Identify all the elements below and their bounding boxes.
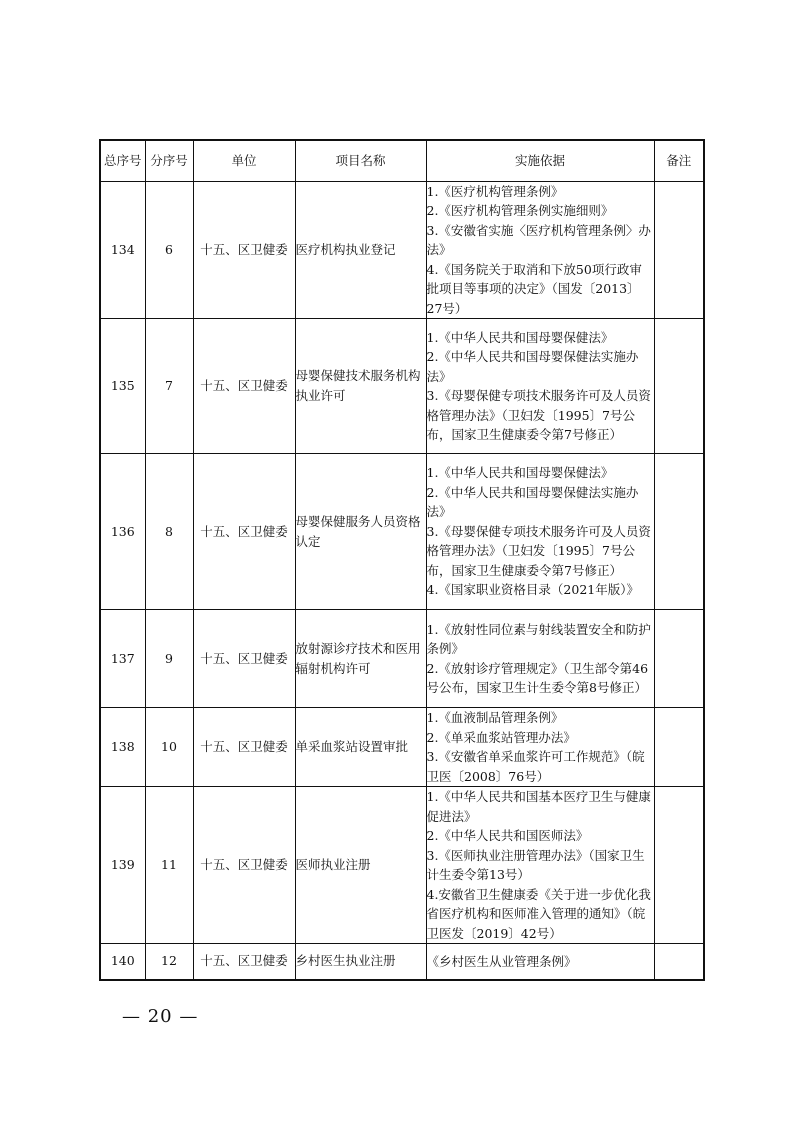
cell-project-name: 母婴保健服务人员资格认定 — [295, 454, 426, 610]
table-row — [100, 944, 704, 980]
basis-item: 2.《单采血浆站管理办法》 — [426, 729, 576, 745]
cell-total-seq: 140 — [100, 944, 145, 980]
cell-unit: 十五、区卫健委 — [193, 181, 295, 319]
basis-item: 3.《母婴保健专项技术服务许可及人员资格管理办法》（卫妇发〔1995〕7号公布，国家卫生健康委令第7号修正） — [426, 523, 651, 578]
table-row — [100, 610, 704, 708]
header-basis: 实施依据 — [426, 140, 654, 181]
basis-item: 3.《安徽省实施〈医疗机构管理条例〉办法》 — [426, 222, 651, 257]
header-sub-seq: 分序号 — [145, 140, 193, 181]
basis-item: 4.《国务院关于取消和下放50项行政审批项目等事项的决定》（国发〔2013〕27号） — [426, 261, 642, 316]
basis-item: 1.《中华人民共和国基本医疗卫生与健康促进法》 — [426, 789, 651, 824]
table-row — [100, 787, 704, 944]
cell-basis — [426, 610, 654, 708]
header-project: 项目名称 — [295, 140, 426, 181]
cell-project-name: 单采血浆站设置审批 — [295, 708, 426, 787]
table-row — [100, 708, 704, 787]
cell-unit: 十五、区卫健委 — [193, 708, 295, 787]
table-row — [100, 319, 704, 454]
basis-item: 2.《中华人民共和国母婴保健法实施办法》 — [426, 349, 639, 384]
cell-project-name: 乡村医生执业注册 — [295, 944, 426, 980]
basis-item: 4.安徽省卫生健康委《关于进一步优化我省医疗机构和医师准入管理的通知》（皖卫医发〔2019〕42号） — [426, 886, 651, 941]
basis-item: 2.《放射诊疗管理规定》（卫生部令第46号公布，国家卫生计生委令第8号修正） — [426, 660, 649, 695]
cell-remark — [654, 787, 704, 944]
cell-project-name: 母婴保健技术服务机构执业许可 — [295, 319, 426, 454]
cell-basis — [426, 787, 654, 944]
basis-item: 1.《中华人民共和国母婴保健法》 — [426, 329, 614, 345]
cell-unit: 十五、区卫健委 — [193, 787, 295, 944]
cell-unit: 十五、区卫健委 — [193, 319, 295, 454]
header-total-seq: 总序号 — [100, 140, 145, 181]
cell-sub-seq: 7 — [145, 319, 193, 454]
basis-item: 《乡村医生从业管理条例》 — [426, 953, 577, 969]
cell-remark — [654, 610, 704, 708]
cell-basis — [426, 708, 654, 787]
basis-item: 1.《医疗机构管理条例》 — [426, 183, 564, 199]
cell-sub-seq: 6 — [145, 181, 193, 319]
basis-item: 2.《医疗机构管理条例实施细则》 — [426, 203, 614, 218]
cell-basis — [426, 944, 654, 980]
table-row — [100, 181, 704, 319]
header-remarks: 备注 — [654, 140, 704, 181]
basis-item: 1.《放射性同位素与射线装置安全和防护条例》 — [426, 621, 651, 656]
cell-total-seq: 139 — [100, 787, 145, 944]
cell-basis — [426, 319, 654, 454]
basis-item: 3.《母婴保健专项技术服务许可及人员资格管理办法》（卫妇发〔1995〕7号公布，国家卫生健康委令第7号修正） — [426, 388, 651, 442]
basis-item: 1.《中华人民共和国母婴保健法》 — [426, 465, 614, 481]
licensing-table — [99, 139, 705, 981]
cell-unit: 十五、区卫健委 — [193, 944, 295, 980]
cell-remark — [654, 454, 704, 610]
cell-remark — [654, 181, 704, 319]
cell-sub-seq: 12 — [145, 944, 193, 980]
basis-item: 2.《中华人民共和国母婴保健法实施办法》 — [426, 484, 639, 520]
cell-sub-seq: 8 — [145, 454, 193, 610]
header-unit: 单位 — [193, 140, 295, 181]
cell-basis — [426, 181, 654, 319]
cell-remark — [654, 944, 704, 980]
cell-remark — [654, 319, 704, 454]
cell-total-seq: 134 — [100, 181, 145, 319]
cell-total-seq: 138 — [100, 708, 145, 787]
cell-remark — [654, 708, 704, 787]
cell-sub-seq: 9 — [145, 610, 193, 708]
cell-sub-seq: 10 — [145, 708, 193, 787]
table-row — [100, 454, 704, 610]
cell-unit: 十五、区卫健委 — [193, 610, 295, 708]
cell-project-name: 放射源诊疗技术和医用辐射机构许可 — [295, 610, 426, 708]
cell-basis — [426, 454, 654, 610]
basis-item: 2.《中华人民共和国医师法》 — [426, 828, 589, 843]
cell-total-seq: 135 — [100, 319, 145, 454]
table-body — [100, 181, 704, 980]
cell-sub-seq: 11 — [145, 787, 193, 944]
cell-total-seq: 137 — [100, 610, 145, 708]
basis-item: 1.《血液制品管理条例》 — [426, 710, 564, 725]
cell-project-name: 医师执业注册 — [295, 787, 426, 944]
basis-item: 4.《国家职业资格目录（2021年版）》 — [426, 582, 639, 598]
cell-project-name: 医疗机构执业登记 — [295, 181, 426, 319]
basis-item: 3.《安徽省单采血浆许可工作规范》（皖卫医〔2008〕76号） — [426, 749, 645, 784]
basis-item: 3.《医师执业注册管理办法》（国家卫生计生委令第13号） — [426, 847, 645, 882]
table-header-row — [100, 140, 704, 181]
cell-unit: 十五、区卫健委 — [193, 454, 295, 610]
page-number: — 20 — — [122, 1006, 199, 1027]
cell-total-seq: 136 — [100, 454, 145, 610]
